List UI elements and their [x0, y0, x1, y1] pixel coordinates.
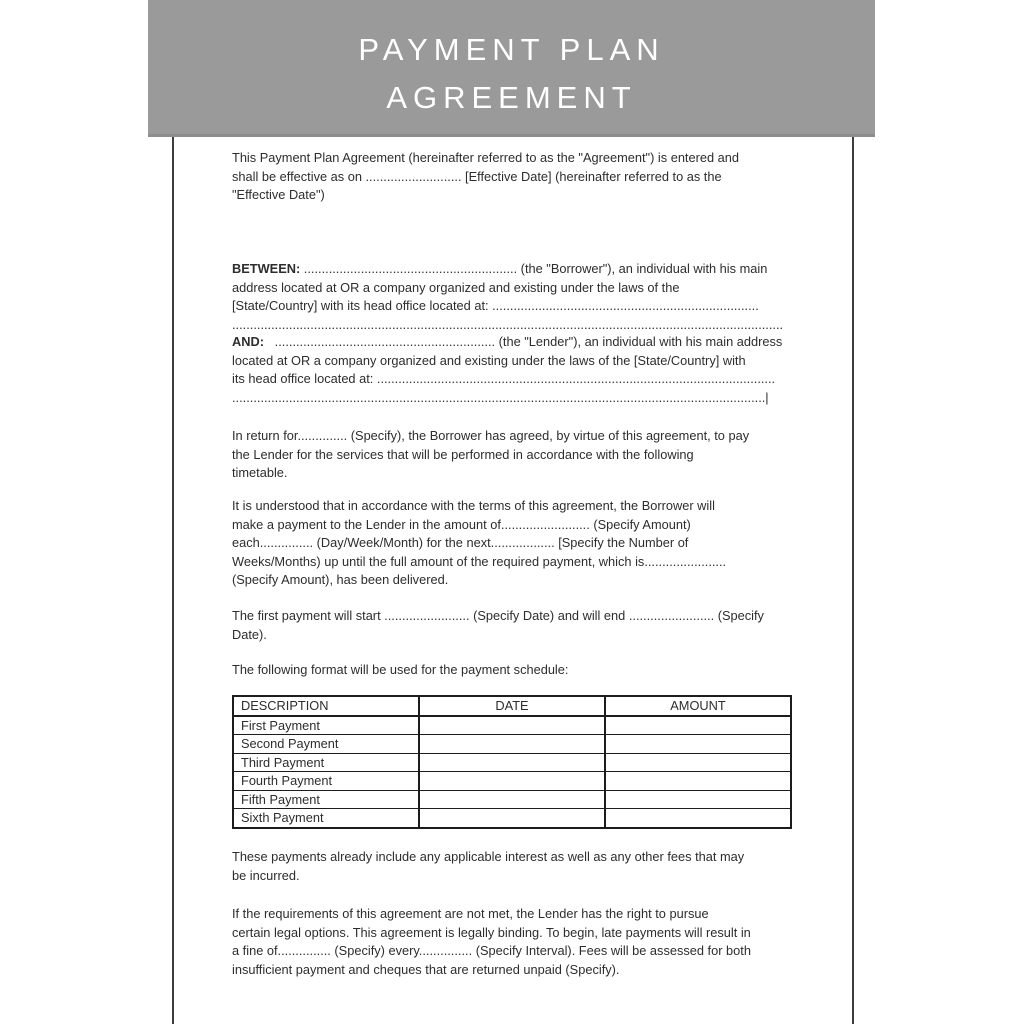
- document-title: [148, 0, 875, 122]
- table-row: [233, 735, 791, 754]
- text-line: be incurred.: [232, 867, 300, 883]
- paragraph-between: [232, 260, 798, 334]
- column-header-date: DATE: [419, 696, 605, 716]
- text-line: its head office located at: ................................................................................................................: [232, 371, 776, 387]
- row-description: First Payment: [233, 716, 419, 735]
- text-line: It is understood that in accordance with the terms of this agreement, the Borrower will: [232, 498, 715, 513]
- date-cell-empty[interactable]: [419, 716, 605, 735]
- and-label: AND:: [232, 334, 264, 349]
- column-header-description: DESCRIPTION: [233, 696, 419, 716]
- text-line: timetable.: [232, 465, 288, 481]
- text-line: If the requirements of this agreement are not met, the Lender has the right to pursue: [232, 906, 709, 921]
- text-line: Date).: [232, 626, 267, 642]
- paragraph-requirements: [232, 905, 798, 979]
- column-header-amount: AMOUNT: [605, 696, 791, 716]
- between-blank-line: ............................................................ (the "Borrower"), an individual with his main: [300, 261, 768, 276]
- text-line: address located at OR a company organized and existing under the laws of the: [232, 279, 680, 295]
- text-line: the Lender for the services that will be performed in accordance with the following: [232, 446, 694, 462]
- amount-cell-empty[interactable]: [605, 790, 791, 809]
- text-line: make a payment to the Lender in the amount of......................... (Specify Amount): [232, 516, 691, 532]
- text-line: [State/Country] with its head office located at: ...........................................................................: [232, 298, 759, 314]
- document-title-line1: PAYMENT PLAN: [358, 32, 665, 67]
- and-blank-line: .............................................................. (the "Lender"), an individual with his main address: [264, 334, 783, 349]
- date-cell-empty[interactable]: [419, 809, 605, 828]
- paragraph-return-for: [232, 427, 798, 483]
- paragraph-first-payment: [232, 607, 798, 644]
- amount-cell-empty[interactable]: [605, 735, 791, 754]
- between-address-blank: ...........................................................................................................................................................: [232, 316, 784, 332]
- amount-cell-empty[interactable]: [605, 753, 791, 772]
- date-cell-empty[interactable]: [419, 772, 605, 791]
- table-header-row: [233, 696, 791, 716]
- between-label: BETWEEN:: [232, 261, 301, 276]
- text-line: insufficient payment and cheques that are returned unpaid (Specify).: [232, 961, 620, 977]
- text-line: "Effective Date"): [232, 187, 325, 203]
- table-row: [233, 772, 791, 791]
- row-description: Second Payment: [233, 735, 419, 754]
- table-row: [233, 716, 791, 735]
- row-description: Third Payment: [233, 753, 419, 772]
- table-row: [233, 790, 791, 809]
- text-line: a fine of............... (Specify) every............... (Specify Interval). Fees will be assessed for both: [232, 943, 751, 959]
- text-line: These payments already include any applicable interest as well as any other fees that may: [232, 849, 745, 864]
- and-address-blank-with-cursor: ......................................................................................................................................................|: [232, 389, 769, 405]
- text-line: In return for.............. (Specify), the Borrower has agreed, by virtue of this agreement, to pay: [232, 428, 750, 443]
- text-line: [232, 260, 798, 279]
- text-line: Weeks/Months) up until the full amount of the required payment, which is.......................: [232, 553, 727, 569]
- text-line: each............... (Day/Week/Month) for the next.................. [Specify the Number of: [232, 535, 689, 551]
- text-line: (Specify Amount), has been delivered.: [232, 572, 449, 588]
- paragraph-intro: [232, 149, 798, 205]
- date-cell-empty[interactable]: [419, 753, 605, 772]
- row-description: Fourth Payment: [233, 772, 419, 791]
- amount-cell-empty[interactable]: [605, 772, 791, 791]
- amount-cell-empty[interactable]: [605, 716, 791, 735]
- paragraph-understood: [232, 497, 798, 590]
- document-banner: [148, 0, 875, 137]
- row-description: Fifth Payment: [233, 790, 419, 809]
- row-description: Sixth Payment: [233, 809, 419, 828]
- paragraph-payments-include: [232, 848, 798, 885]
- text-line: shall be effective as on ........................... [Effective Date] (hereinafter referred to as the: [232, 168, 722, 184]
- paragraph-and: [232, 333, 798, 407]
- document-page: [172, 137, 854, 1024]
- text-line: [232, 333, 798, 352]
- text-line: located at OR a company organized and existing under the laws of the [State/Country] with: [232, 352, 746, 368]
- document-title-line2: AGREEMENT: [386, 80, 637, 115]
- paragraph-format-intro: [232, 661, 798, 680]
- amount-cell-empty[interactable]: [605, 809, 791, 828]
- date-cell-empty[interactable]: [419, 735, 605, 754]
- table-row: [233, 809, 791, 828]
- text-line: The following format will be used for the payment schedule:: [232, 662, 569, 677]
- table-row: [233, 753, 791, 772]
- text-line: This Payment Plan Agreement (hereinafter referred to as the "Agreement") is entered and: [232, 150, 740, 165]
- payment-schedule-table: [232, 695, 792, 829]
- text-line: The first payment will start ........................ (Specify Date) and will end ........................ (Specify: [232, 608, 764, 623]
- date-cell-empty[interactable]: [419, 790, 605, 809]
- text-line: certain legal options. This agreement is legally binding. To begin, late payments will result in: [232, 924, 751, 940]
